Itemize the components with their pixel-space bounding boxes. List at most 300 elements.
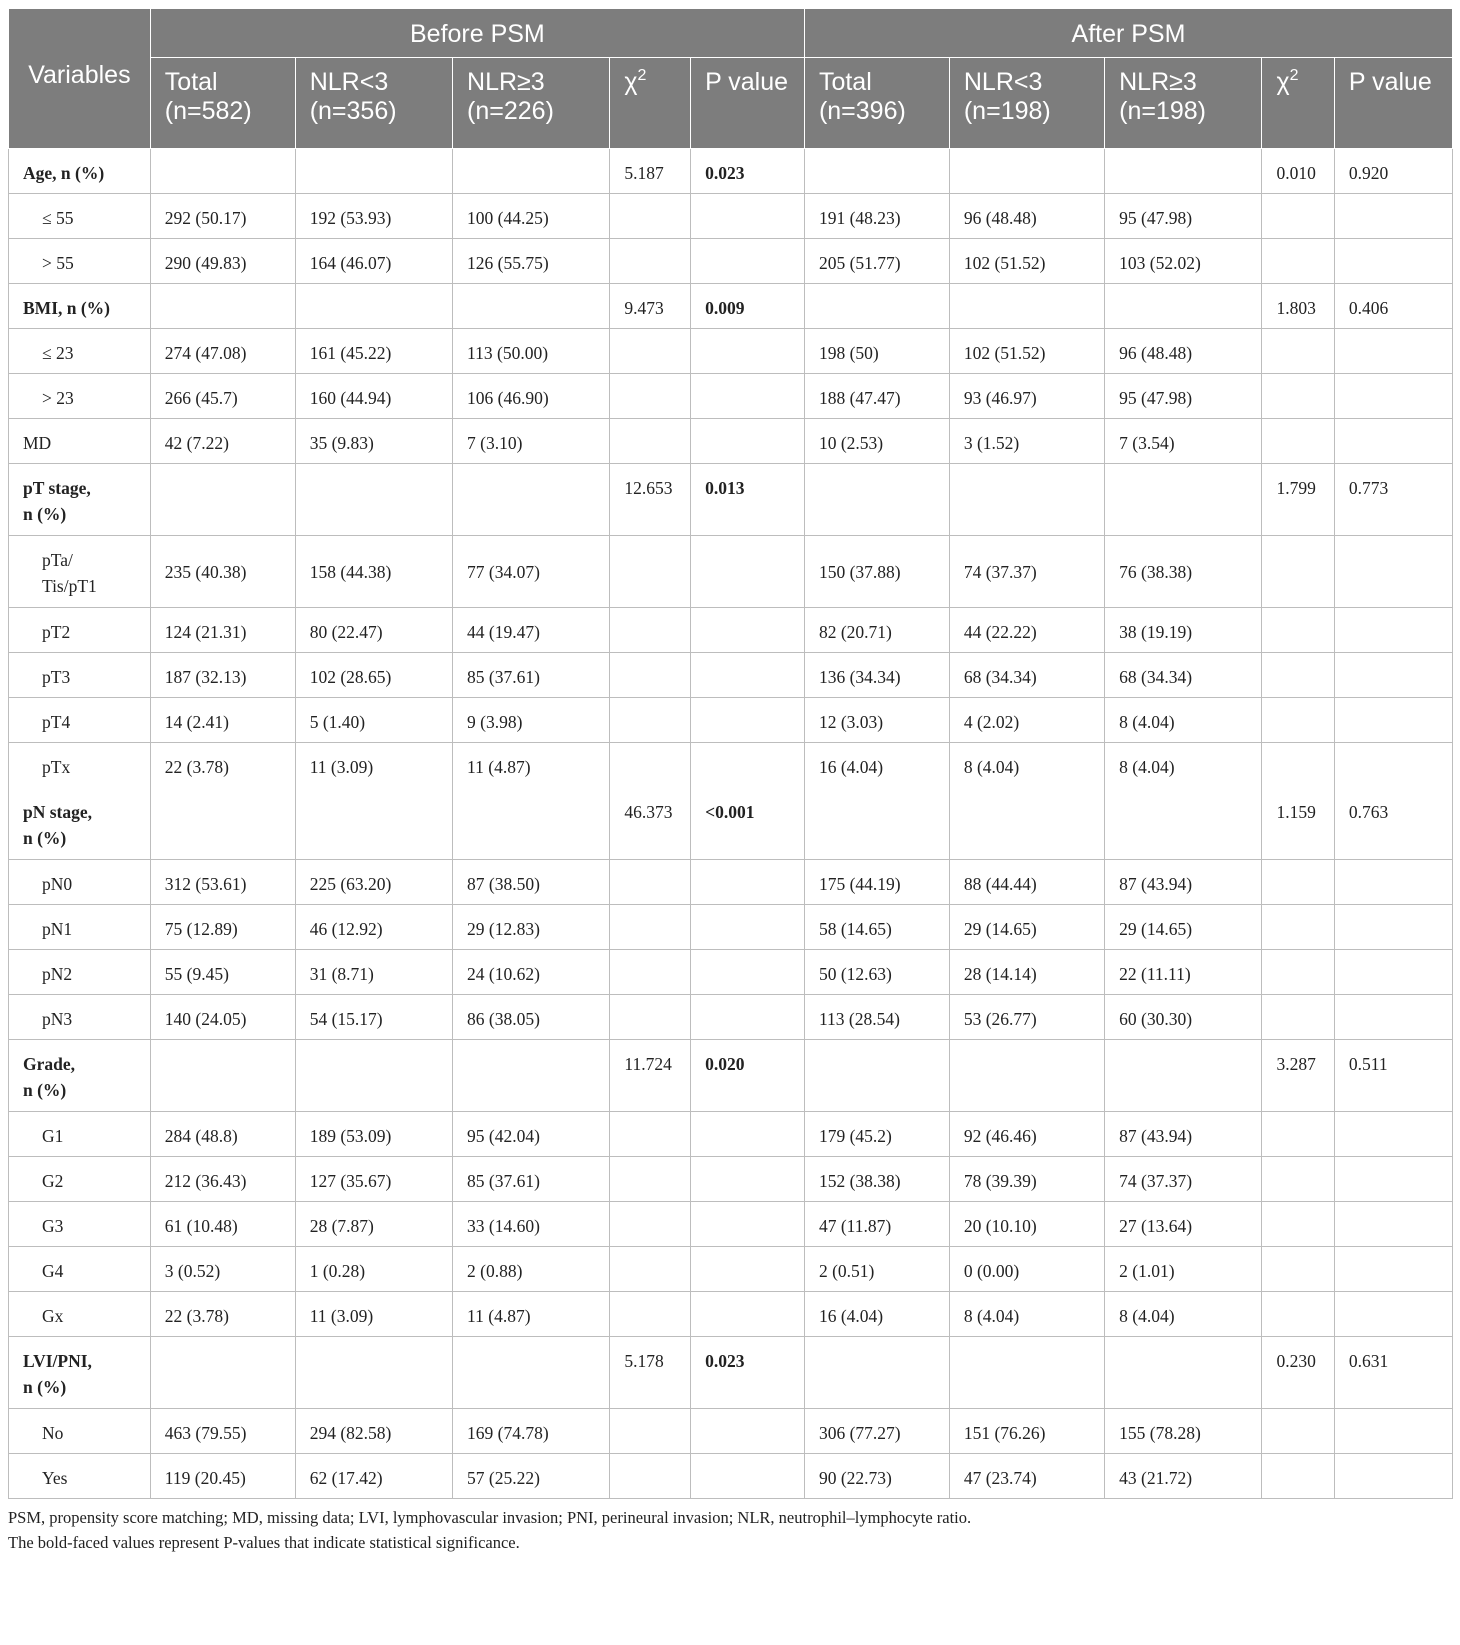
row-label-text-line2: n (%) — [23, 504, 67, 524]
after-psm-header: After PSM — [804, 9, 1452, 58]
table-cell: 113 (28.54) — [804, 995, 949, 1040]
table-cell — [1105, 788, 1262, 860]
table-cell: 11 (3.09) — [295, 743, 452, 788]
table-cell — [1334, 1454, 1452, 1499]
chi-superscript: 2 — [1289, 67, 1299, 84]
table-cell — [1334, 860, 1452, 905]
table-cell: 312 (53.61) — [150, 860, 295, 905]
table-row — [9, 1247, 1453, 1292]
table-cell: 152 (38.38) — [804, 1157, 949, 1202]
table-cell — [1262, 419, 1334, 464]
table-row — [9, 743, 1453, 788]
table-cell: 10 (2.53) — [804, 419, 949, 464]
table-cell: 212 (36.43) — [150, 1157, 295, 1202]
table-cell — [150, 464, 295, 536]
table-row — [9, 329, 1453, 374]
row-label — [9, 950, 151, 995]
row-label-text: Yes — [42, 1468, 68, 1488]
row-label-text: Gx — [42, 1306, 64, 1326]
row-label-text: LVI/PNI, — [23, 1351, 92, 1371]
table-cell: 0.773 — [1334, 464, 1452, 536]
table-cell: 102 (51.52) — [949, 239, 1104, 284]
row-label-text: pT2 — [42, 622, 71, 642]
table-cell — [610, 194, 691, 239]
table-cell — [610, 1409, 691, 1454]
table-cell — [1105, 149, 1262, 194]
table-cell — [691, 1454, 805, 1499]
table-cell — [610, 329, 691, 374]
table-row — [9, 788, 1453, 860]
table-cell — [295, 149, 452, 194]
table-cell — [1105, 464, 1262, 536]
table-cell — [295, 464, 452, 536]
table-cell: 0.230 — [1262, 1337, 1334, 1409]
table-cell: 0.920 — [1334, 149, 1452, 194]
table-cell: 82 (20.71) — [804, 608, 949, 653]
row-label — [9, 1112, 151, 1157]
table-cell — [1262, 995, 1334, 1040]
table-cell — [1334, 1409, 1452, 1454]
table-cell: 61 (10.48) — [150, 1202, 295, 1247]
row-label-text: pN2 — [42, 964, 73, 984]
table-cell: 75 (12.89) — [150, 905, 295, 950]
table-cell: 55 (9.45) — [150, 950, 295, 995]
table-cell: 87 (43.94) — [1105, 860, 1262, 905]
table-cell: 96 (48.48) — [949, 194, 1104, 239]
table-cell: 22 (3.78) — [150, 1292, 295, 1337]
table-cell — [949, 1040, 1104, 1112]
table-cell: 76 (38.38) — [1105, 536, 1262, 608]
table-cell — [691, 239, 805, 284]
table-cell — [1334, 419, 1452, 464]
table-cell: 9.473 — [610, 284, 691, 329]
row-label — [9, 1157, 151, 1202]
table-cell — [1262, 374, 1334, 419]
row-label — [9, 194, 151, 239]
table-cell — [610, 653, 691, 698]
table-cell — [691, 860, 805, 905]
table-cell: 78 (39.39) — [949, 1157, 1104, 1202]
table-cell: 0.023 — [691, 149, 805, 194]
table-cell — [1334, 608, 1452, 653]
table-cell: 58 (14.65) — [804, 905, 949, 950]
table-row — [9, 374, 1453, 419]
chi-symbol: χ — [1276, 68, 1290, 96]
row-label — [9, 239, 151, 284]
table-cell — [691, 374, 805, 419]
row-label — [9, 743, 151, 788]
column-header — [691, 58, 805, 149]
table-cell — [691, 1409, 805, 1454]
table-cell: 46 (12.92) — [295, 905, 452, 950]
row-label — [9, 1454, 151, 1499]
table-cell: 29 (14.65) — [949, 905, 1104, 950]
table-cell: 306 (77.27) — [804, 1409, 949, 1454]
table-cell: 160 (44.94) — [295, 374, 452, 419]
table-row — [9, 1040, 1453, 1112]
table-cell — [691, 329, 805, 374]
table-cell — [610, 1112, 691, 1157]
table-cell — [1334, 950, 1452, 995]
table-cell — [1262, 1292, 1334, 1337]
table-cell — [1262, 536, 1334, 608]
table-row — [9, 419, 1453, 464]
table-cell: 5 (1.40) — [295, 698, 452, 743]
row-label-text: pN1 — [42, 919, 73, 939]
table-cell — [691, 950, 805, 995]
table-cell: 5.187 — [610, 149, 691, 194]
column-header-line2: (n=396) — [818, 97, 906, 125]
table-cell — [1334, 1247, 1452, 1292]
row-label-text: No — [42, 1423, 64, 1443]
table-cell — [610, 1292, 691, 1337]
table-cell — [1334, 374, 1452, 419]
table-cell — [610, 536, 691, 608]
table-cell — [1334, 1292, 1452, 1337]
table-cell — [1334, 1112, 1452, 1157]
table-cell: 7 (3.54) — [1105, 419, 1262, 464]
table-cell — [804, 788, 949, 860]
table-cell — [691, 194, 805, 239]
table-cell: 106 (46.90) — [453, 374, 610, 419]
table-cell — [610, 1202, 691, 1247]
table-cell: 164 (46.07) — [295, 239, 452, 284]
column-header-line2: (n=198) — [1119, 97, 1206, 125]
row-label — [9, 788, 151, 860]
column-header-line1: Total — [818, 68, 872, 96]
table-cell: 57 (25.22) — [453, 1454, 610, 1499]
row-label-text: MD — [23, 433, 52, 453]
table-cell: 16 (4.04) — [804, 1292, 949, 1337]
table-cell — [804, 464, 949, 536]
row-label-text: pT3 — [42, 667, 71, 687]
row-label-text: ≤ 55 — [42, 208, 74, 228]
table-cell — [1262, 743, 1334, 788]
table-cell: 43 (21.72) — [1105, 1454, 1262, 1499]
row-label-text: pT stage, — [23, 478, 91, 498]
table-row — [9, 149, 1453, 194]
table-cell: 77 (34.07) — [453, 536, 610, 608]
chi-symbol: χ — [624, 68, 638, 96]
table-cell: 0.013 — [691, 464, 805, 536]
table-cell: 187 (32.13) — [150, 653, 295, 698]
table-cell — [150, 788, 295, 860]
table-cell: 60 (30.30) — [1105, 995, 1262, 1040]
table-cell — [1105, 1337, 1262, 1409]
psm-comparison-table — [8, 8, 1453, 1499]
table-cell: 198 (50) — [804, 329, 949, 374]
row-label-text: G3 — [42, 1216, 64, 1236]
row-label — [9, 149, 151, 194]
table-cell: 100 (44.25) — [453, 194, 610, 239]
table-row — [9, 995, 1453, 1040]
table-cell: 74 (37.37) — [1105, 1157, 1262, 1202]
table-cell: 2 (0.51) — [804, 1247, 949, 1292]
table-row — [9, 653, 1453, 698]
row-label — [9, 1040, 151, 1112]
table-cell: 14 (2.41) — [150, 698, 295, 743]
row-label-text: > 55 — [42, 253, 74, 273]
row-label-text: pN0 — [42, 874, 73, 894]
table-row — [9, 698, 1453, 743]
table-cell: 175 (44.19) — [804, 860, 949, 905]
variables-header: Variables — [9, 9, 151, 149]
row-label-text: ≤ 23 — [42, 343, 74, 363]
table-cell — [691, 995, 805, 1040]
table-cell: 28 (14.14) — [949, 950, 1104, 995]
table-cell — [1262, 860, 1334, 905]
table-cell: 192 (53.93) — [295, 194, 452, 239]
table-cell — [453, 464, 610, 536]
column-header-line2: (n=198) — [963, 97, 1051, 125]
table-cell: 29 (14.65) — [1105, 905, 1262, 950]
table-cell: 80 (22.47) — [295, 608, 452, 653]
table-cell — [949, 1337, 1104, 1409]
table-cell — [610, 905, 691, 950]
table-cell: 179 (45.2) — [804, 1112, 949, 1157]
table-cell: 225 (63.20) — [295, 860, 452, 905]
table-cell: 103 (52.02) — [1105, 239, 1262, 284]
table-cell: 235 (40.38) — [150, 536, 295, 608]
table-cell — [610, 608, 691, 653]
table-cell: 0.763 — [1334, 788, 1452, 860]
table-row — [9, 1337, 1453, 1409]
table-cell: 28 (7.87) — [295, 1202, 452, 1247]
table-cell: 113 (50.00) — [453, 329, 610, 374]
table-cell — [1334, 194, 1452, 239]
table-cell — [295, 788, 452, 860]
table-cell — [610, 743, 691, 788]
table-cell: 16 (4.04) — [804, 743, 949, 788]
table-cell: 11.724 — [610, 1040, 691, 1112]
table-cell: 8 (4.04) — [1105, 1292, 1262, 1337]
table-cell — [691, 1247, 805, 1292]
table-cell: 68 (34.34) — [949, 653, 1104, 698]
table-row — [9, 1292, 1453, 1337]
table-cell — [1334, 536, 1452, 608]
table-cell — [150, 1337, 295, 1409]
column-header — [1105, 58, 1262, 149]
row-label-text: G1 — [42, 1126, 64, 1146]
table-cell: 11 (3.09) — [295, 1292, 452, 1337]
table-cell — [1334, 743, 1452, 788]
row-label — [9, 329, 151, 374]
table-cell: 124 (21.31) — [150, 608, 295, 653]
table-cell: 47 (23.74) — [949, 1454, 1104, 1499]
table-cell: 53 (26.77) — [949, 995, 1104, 1040]
table-row — [9, 1454, 1453, 1499]
table-row — [9, 608, 1453, 653]
table-cell — [691, 536, 805, 608]
table-cell: 38 (19.19) — [1105, 608, 1262, 653]
table-cell: 155 (78.28) — [1105, 1409, 1262, 1454]
column-header — [1262, 58, 1334, 149]
table-cell — [1262, 329, 1334, 374]
table-cell: 102 (28.65) — [295, 653, 452, 698]
table-cell — [1334, 698, 1452, 743]
table-cell: 161 (45.22) — [295, 329, 452, 374]
table-cell: 294 (82.58) — [295, 1409, 452, 1454]
row-label — [9, 860, 151, 905]
table-cell — [691, 1202, 805, 1247]
column-header — [804, 58, 949, 149]
table-cell: 0.009 — [691, 284, 805, 329]
table-cell — [610, 950, 691, 995]
table-cell — [1334, 1202, 1452, 1247]
column-header-line1: NLR<3 — [963, 68, 1043, 96]
table-cell: 87 (38.50) — [453, 860, 610, 905]
footnote-bold-note: The bold-faced values represent P-values that indicate statistical significance. — [8, 1533, 520, 1552]
column-header-line1: Total — [164, 68, 218, 96]
table-cell — [1262, 698, 1334, 743]
table-cell — [1262, 608, 1334, 653]
table-footnotes — [8, 1505, 1453, 1555]
table-cell — [1334, 905, 1452, 950]
table-cell: 126 (55.75) — [453, 239, 610, 284]
table-row — [9, 1112, 1453, 1157]
table-cell — [610, 995, 691, 1040]
table-cell — [295, 1337, 452, 1409]
table-cell: 0.020 — [691, 1040, 805, 1112]
table-cell — [1334, 1157, 1452, 1202]
table-cell: 20 (10.10) — [949, 1202, 1104, 1247]
table-row — [9, 1409, 1453, 1454]
table-cell — [949, 464, 1104, 536]
table-cell: 29 (12.83) — [453, 905, 610, 950]
table-cell: 102 (51.52) — [949, 329, 1104, 374]
table-cell: 119 (20.45) — [150, 1454, 295, 1499]
table-cell: 1.159 — [1262, 788, 1334, 860]
table-cell — [691, 608, 805, 653]
table-cell — [1334, 329, 1452, 374]
row-label — [9, 1409, 151, 1454]
table-cell: 1.803 — [1262, 284, 1334, 329]
column-header — [1334, 58, 1452, 149]
row-label — [9, 536, 151, 608]
column-header — [453, 58, 610, 149]
table-cell: 42 (7.22) — [150, 419, 295, 464]
column-header — [610, 58, 691, 149]
table-cell: 150 (37.88) — [804, 536, 949, 608]
table-cell: 266 (45.7) — [150, 374, 295, 419]
table-row — [9, 536, 1453, 608]
column-header — [949, 58, 1104, 149]
table-cell: 274 (47.08) — [150, 329, 295, 374]
table-row — [9, 950, 1453, 995]
row-label — [9, 464, 151, 536]
row-label — [9, 1337, 151, 1409]
table-cell — [1334, 653, 1452, 698]
table-row — [9, 860, 1453, 905]
table-cell: 88 (44.44) — [949, 860, 1104, 905]
chi-superscript: 2 — [637, 67, 647, 84]
table-cell — [610, 1247, 691, 1292]
table-cell — [1262, 950, 1334, 995]
column-header-line2: (n=582) — [164, 97, 252, 125]
table-row — [9, 905, 1453, 950]
table-cell — [610, 419, 691, 464]
table-cell: 54 (15.17) — [295, 995, 452, 1040]
row-label-text-line2: n (%) — [23, 828, 67, 848]
table-cell: 35 (9.83) — [295, 419, 452, 464]
table-cell — [804, 149, 949, 194]
row-label — [9, 698, 151, 743]
table-cell: 27 (13.64) — [1105, 1202, 1262, 1247]
table-cell: 290 (49.83) — [150, 239, 295, 284]
table-cell: 0.010 — [1262, 149, 1334, 194]
table-cell: 93 (46.97) — [949, 374, 1104, 419]
column-header — [150, 58, 295, 149]
table-cell — [949, 284, 1104, 329]
table-cell: 140 (24.05) — [150, 995, 295, 1040]
table-cell: 74 (37.37) — [949, 536, 1104, 608]
table-cell — [453, 149, 610, 194]
table-cell: 0 (0.00) — [949, 1247, 1104, 1292]
table-cell — [1262, 1157, 1334, 1202]
table-cell — [691, 419, 805, 464]
table-cell — [691, 1157, 805, 1202]
table-body — [9, 149, 1453, 1499]
table-cell — [949, 788, 1104, 860]
row-label — [9, 1292, 151, 1337]
table-cell: 24 (10.62) — [453, 950, 610, 995]
table-cell: 68 (34.34) — [1105, 653, 1262, 698]
footnote-abbreviations: PSM, propensity score matching; MD, missing data; LVI, lymphovascular invasion; PNI, perineural invasion; NLR, neutrophil–lymphocyte ratio. — [8, 1508, 972, 1527]
row-label-text-line2: n (%) — [23, 1080, 67, 1100]
table-cell — [804, 1337, 949, 1409]
table-cell: 127 (35.67) — [295, 1157, 452, 1202]
table-cell: 188 (47.47) — [804, 374, 949, 419]
row-label-text: pTx — [42, 757, 71, 777]
table-cell: 0.511 — [1334, 1040, 1452, 1112]
table-cell — [691, 1112, 805, 1157]
table-cell: 205 (51.77) — [804, 239, 949, 284]
table-cell: 0.023 — [691, 1337, 805, 1409]
table-cell: 0.406 — [1334, 284, 1452, 329]
table-cell — [949, 149, 1104, 194]
table-cell: 85 (37.61) — [453, 1157, 610, 1202]
column-header-line1: NLR<3 — [309, 68, 389, 96]
table-cell: 3.287 — [1262, 1040, 1334, 1112]
column-header-line1: NLR≥3 — [1119, 68, 1197, 96]
table-cell: 3 (0.52) — [150, 1247, 295, 1292]
row-label-text: pN stage, — [23, 802, 93, 822]
table-cell: 136 (34.34) — [804, 653, 949, 698]
before-psm-header: Before PSM — [150, 9, 804, 58]
row-label — [9, 995, 151, 1040]
column-header-line2: (n=226) — [467, 97, 554, 125]
table-cell: 8 (4.04) — [1105, 743, 1262, 788]
table-cell — [1105, 284, 1262, 329]
table-cell: 8 (4.04) — [949, 743, 1104, 788]
table-cell: 92 (46.46) — [949, 1112, 1104, 1157]
row-label — [9, 284, 151, 329]
table-cell: 158 (44.38) — [295, 536, 452, 608]
table-cell — [610, 698, 691, 743]
table-cell — [150, 284, 295, 329]
table-cell: 12.653 — [610, 464, 691, 536]
column-header-line2: (n=356) — [309, 97, 397, 125]
table-cell — [610, 860, 691, 905]
table-row — [9, 464, 1453, 536]
column-header-line1: NLR≥3 — [467, 68, 545, 96]
table-cell — [1262, 194, 1334, 239]
table-cell — [453, 1040, 610, 1112]
table-cell — [1105, 1040, 1262, 1112]
table-row — [9, 1157, 1453, 1202]
table-cell — [1262, 653, 1334, 698]
table-cell: 169 (74.78) — [453, 1409, 610, 1454]
